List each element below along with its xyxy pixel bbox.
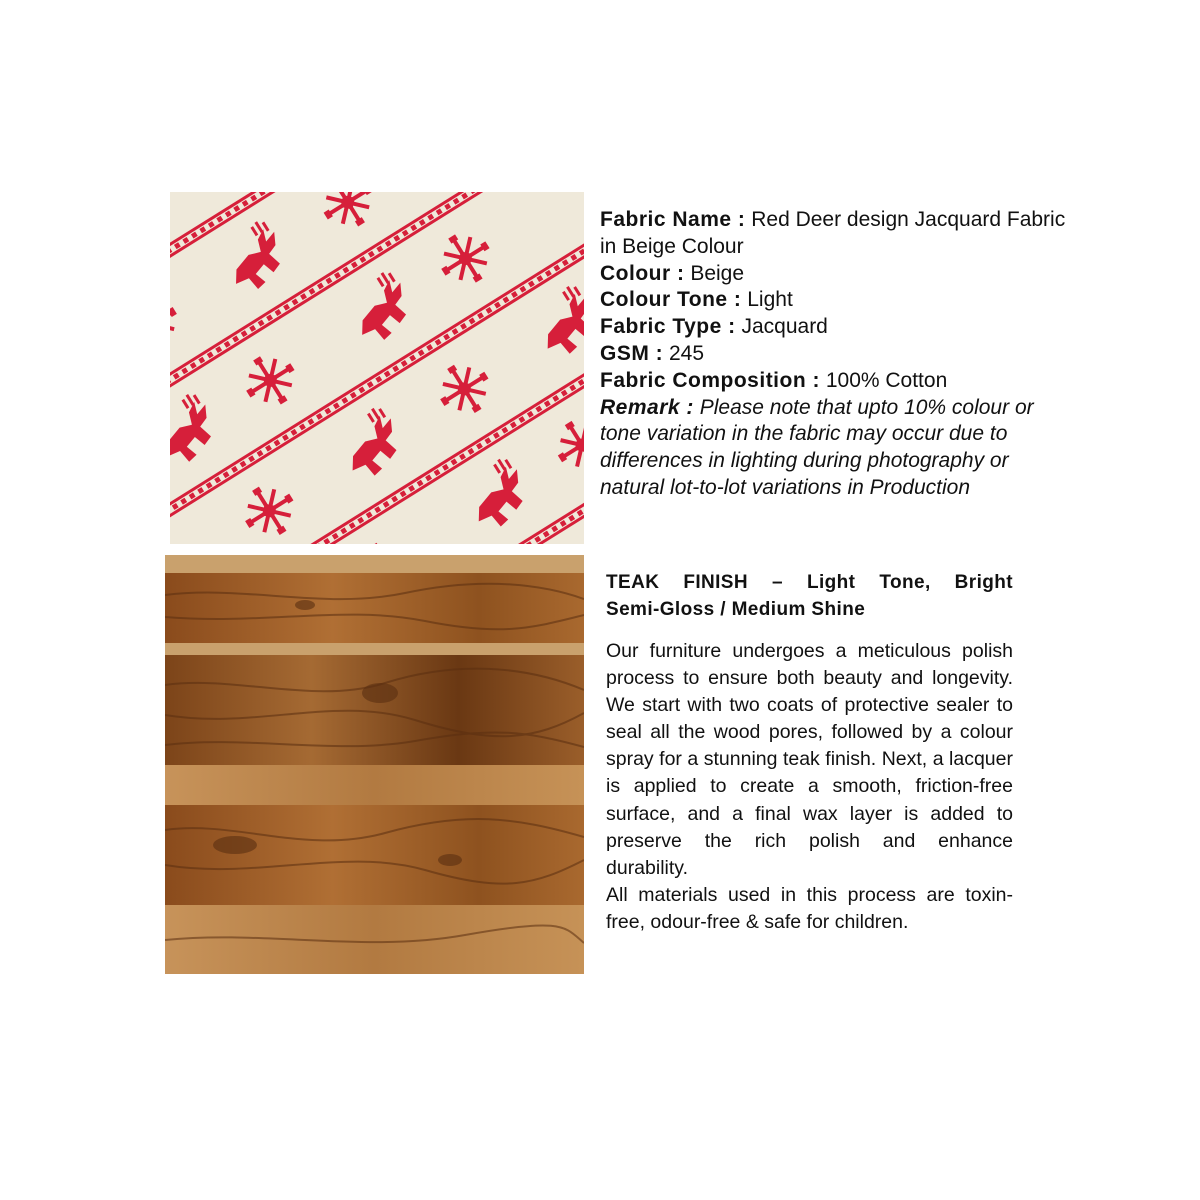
gsm-value: 245: [663, 341, 705, 365]
teak-wood-swatch-image: [165, 555, 584, 974]
fabric-swatch-image: [170, 192, 584, 544]
gsm-label: GSM :: [600, 341, 664, 365]
fabric-type-label: Fabric Type :: [600, 315, 736, 339]
composition-value: 100% Cotton: [820, 368, 948, 392]
finish-title-line2: Semi-Gloss / Medium Shine: [606, 599, 866, 620]
remark-label: Remark :: [600, 395, 694, 419]
finish-title: [606, 569, 1013, 623]
composition-label: Fabric Composition :: [600, 368, 820, 392]
composition-row: [600, 368, 1070, 395]
remark-row: [600, 395, 1070, 502]
fabric-name-value: Red Deer design Jacquard Fabric in Beige Colour: [600, 208, 1066, 258]
colour-tone-value: Light: [741, 288, 793, 312]
finish-description: [606, 638, 1013, 936]
fabric-details: [600, 207, 1070, 502]
finish-process-paragraph: Our furniture undergoes a meticulous polish process to ensure both beauty and longevity. We start with two coats of protective sealer to seal all the wood pores, followed by a colour spray for a stunning teak finish. Next, a lacquer is applied to create a smooth, friction-free surface, and a final wax layer is added to preserve the rich polish and enhance durability.: [606, 640, 1013, 879]
colour-tone-label: Colour Tone :: [600, 288, 742, 312]
colour-value: Beige: [684, 261, 745, 285]
remark-value: Please note that upto 10% colour or tone variation in the fabric may occur due to differences in lighting during photography or natural lot-to-lot variations in Production: [600, 395, 1034, 499]
fabric-name-row: [600, 207, 1070, 261]
teak-finish-details: [606, 569, 1013, 936]
colour-tone-row: [600, 287, 1070, 314]
fabric-type-row: [600, 314, 1070, 341]
finish-safety-note: All materials used in this process are toxin-free, odour-free & safe for children.: [606, 883, 1013, 933]
finish-title-line1: TEAK FINISH – Light Tone, Bright: [606, 572, 1013, 593]
fabric-name-label: Fabric Name :: [600, 208, 746, 231]
colour-row: [600, 261, 1070, 288]
fabric-type-value: Jacquard: [735, 315, 828, 339]
gsm-row: [600, 341, 1070, 368]
colour-label: Colour :: [600, 261, 685, 285]
